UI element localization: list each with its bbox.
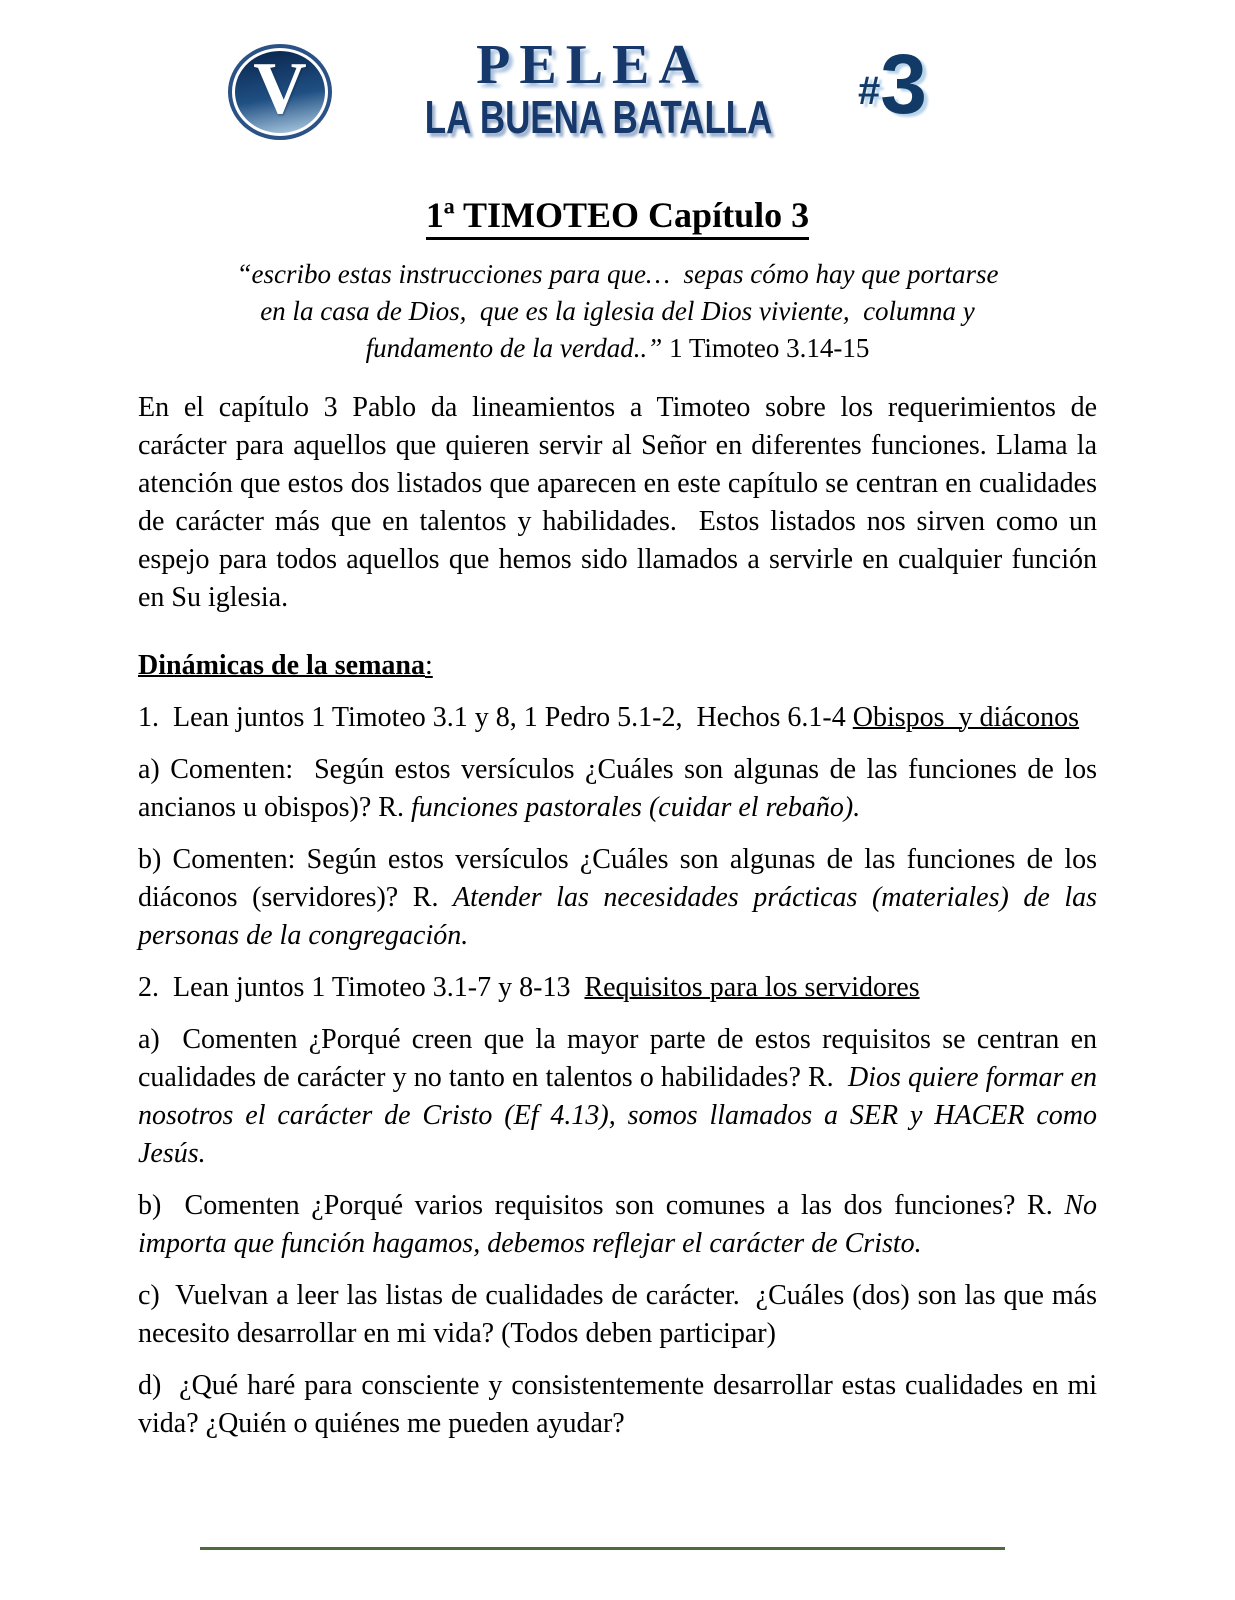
- quote-line: [0, 256, 1235, 293]
- section-heading: [138, 647, 1097, 685]
- activity-item-2: [138, 969, 1097, 1007]
- question-2c-text: c) Vuelvan a leer las listas de cualidades de carácter. ¿Cuáles (dos) son las que más necesito desarrollar en mi vida? (Todos deben participar): [138, 1280, 1097, 1349]
- quote-text: fundamento de la verdad..”: [365, 333, 663, 363]
- question-1b-text: b) Comenten: Según estos versículos ¿Cuáles son algunas de las funciones de los diáconos (servidores)? R.: [138, 844, 1097, 913]
- brand-block: [372, 34, 812, 143]
- quote-line: [0, 293, 1235, 330]
- question-1a-text: a) Comenten: Según estos versículos ¿Cuáles son algunas de las funciones de los ancianos u obispos)? R.: [138, 754, 1097, 823]
- question-2a: [138, 1021, 1097, 1173]
- section-heading-colon: :: [425, 650, 433, 681]
- quote-reference: 1 Timoteo 3.14-15: [662, 333, 870, 363]
- question-1b: [138, 841, 1097, 955]
- question-2c: [138, 1277, 1097, 1353]
- quote-text: “escribo estas instrucciones para que… sepas cómo hay que portarse: [236, 259, 999, 289]
- question-2d: [138, 1367, 1097, 1443]
- lesson-number-badge: [858, 37, 927, 131]
- question-2a-text: a) Comenten ¿Porqué creen que la mayor parte de estos requisitos se centran en cualidades de carácter y no tanto en talentos o habilidades? R.: [138, 1024, 1097, 1093]
- question-1a-answer: funciones pastorales (cuidar el rebaño).: [410, 792, 861, 823]
- activity-1-topic: Obispos y diáconos: [852, 702, 1080, 733]
- section-heading-text: Dinámicas de la semana: [138, 650, 425, 681]
- activity-2-lead: 2. Lean juntos 1 Timoteo 3.1-7 y 8-13: [138, 972, 585, 1003]
- activity-item-1: [138, 699, 1097, 737]
- question-2d-text: d) ¿Qué haré para consciente y consistentemente desarrollar estas cualidades en mi vida? ¿Quién o quiénes me pueden ayudar?: [138, 1370, 1097, 1439]
- header: [0, 36, 1235, 188]
- quote-line: [0, 330, 1235, 367]
- lesson-number: 3: [880, 37, 927, 131]
- question-2a-answer: Dios quiere formar en nosotros el carácter de Cristo (Ef 4.13), somos llamados a SER y HACER como Jesús.: [138, 1062, 1097, 1169]
- activity-2-topic: Requisitos para los servidores: [584, 972, 920, 1003]
- scripture-quote: [0, 256, 1235, 367]
- question-2b: [138, 1187, 1097, 1263]
- quote-text: en la casa de Dios, que es la iglesia del Dios viviente, columna y: [260, 296, 975, 326]
- question-1b-answer: Atender las necesidades prácticas (materiales) de las personas de la congregación.: [138, 882, 1097, 951]
- page-title-text: 1ª TIMOTEO Capítulo 3: [426, 195, 809, 240]
- question-1a: [138, 751, 1097, 827]
- question-2b-answer: No importa que función hagamos, debemos reflejar el carácter de Cristo.: [138, 1190, 1097, 1259]
- question-2b-text: b) Comenten ¿Porqué varios requisitos son comunes a las dos funciones? R.: [138, 1190, 1065, 1221]
- brand-title: PELEA: [476, 34, 708, 96]
- logo-letter: V: [253, 51, 307, 130]
- activity-1-lead: 1. Lean juntos 1 Timoteo 3.1 y 8, 1 Pedro 5.1-2, Hechos 6.1-4: [138, 702, 853, 733]
- document-body: [0, 389, 1235, 1550]
- ministry-logo-icon: [228, 44, 332, 140]
- page-title: [0, 194, 1235, 236]
- brand-subtitle: LA BUENA BATALLA: [424, 91, 773, 143]
- footer-divider-line: [200, 1547, 1005, 1550]
- logo-circle: [235, 51, 325, 133]
- intro-paragraph: En el capítulo 3 Pablo da lineamientos a Timoteo sobre los requerimientos de carácter para aquellos que quieren servir al Señor en diferentes funciones. Llama la atención que estos dos listados que aparecen en este capítulo se centran en cualidades de carácter más que en talentos y habilidades. Estos listados nos sirven como un espejo para todos aquellos que hemos sido llamados a servirle en cualquier función en Su iglesia.: [138, 392, 1097, 613]
- hash-symbol: #: [858, 69, 881, 113]
